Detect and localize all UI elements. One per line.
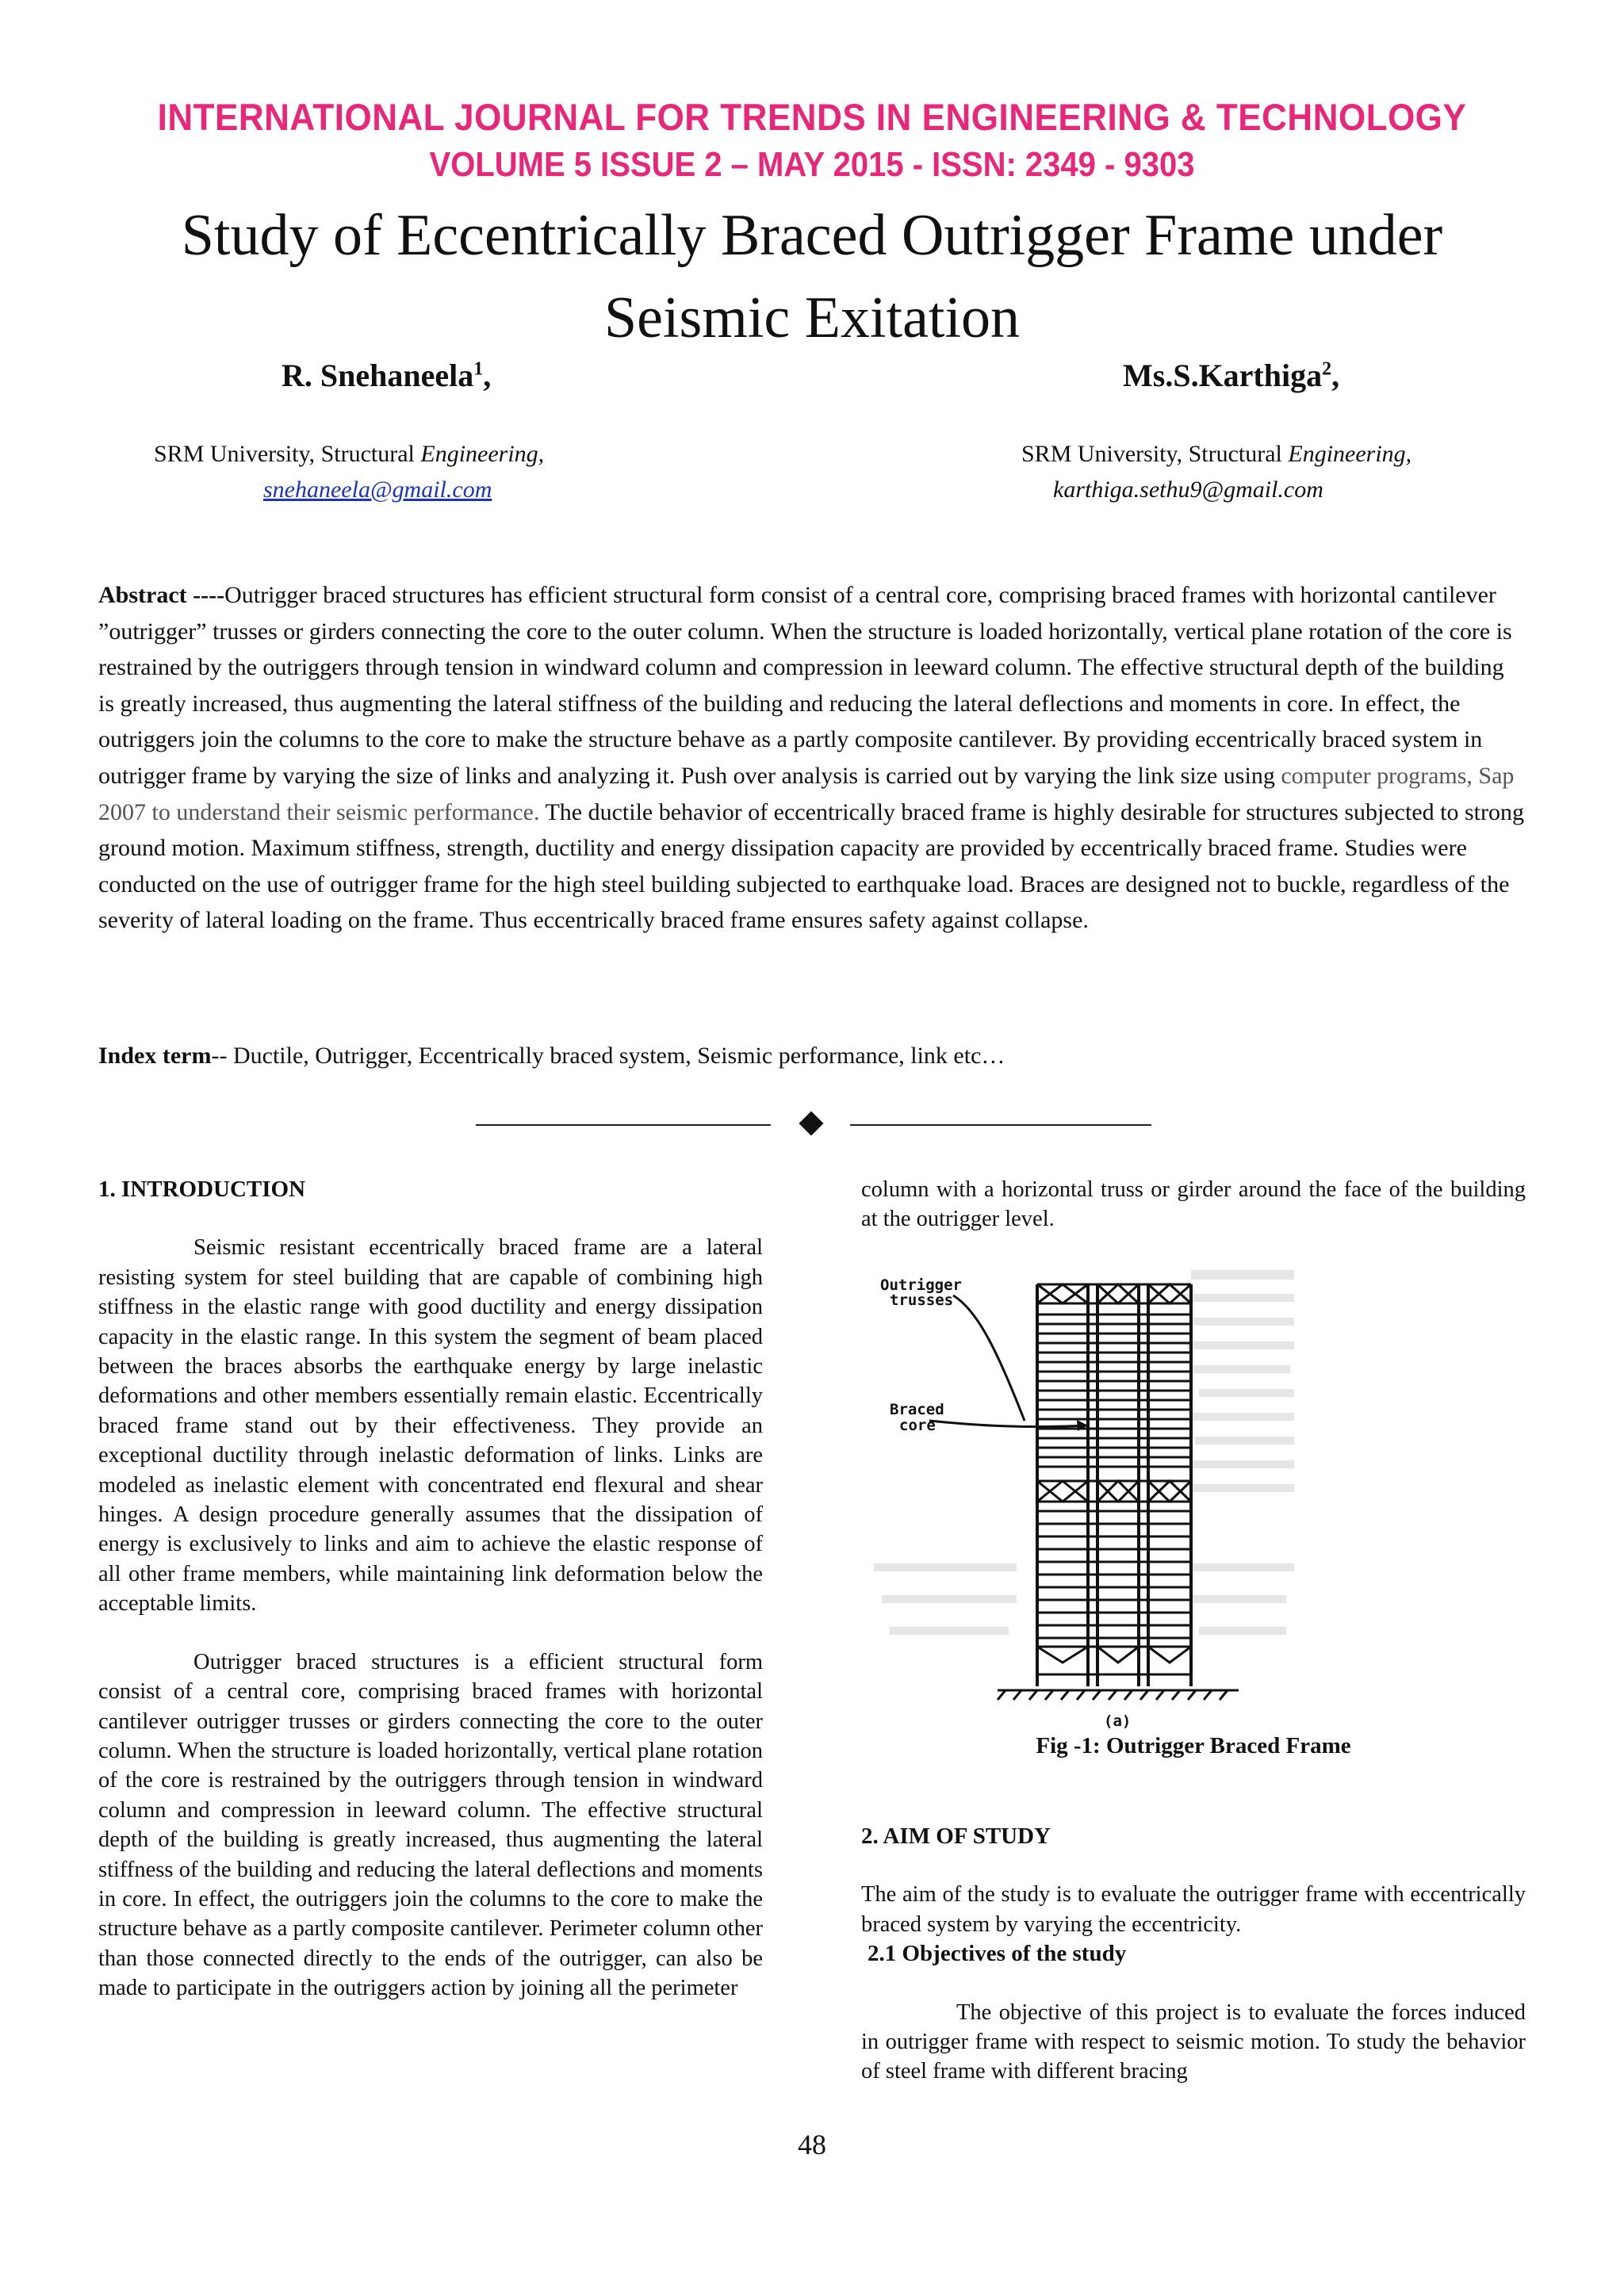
aim-section [861, 1822, 1526, 2087]
author-1-name: R. Snehaneela$^1$, [282, 358, 492, 393]
outrigger-truss-top [1037, 1284, 1191, 1303]
aim-text: The aim of the study is to evaluate the outrigger frame with eccentrically braced system by varying the eccentricity. [861, 1882, 1526, 1937]
objective-text: The objective of this project is to evaluate the forces induced in outrigger frame with respect to seismic motion. To study the behavior of steel frame with different bracing [861, 1999, 1526, 2084]
author-2-aff-italic: Engineering, [1288, 441, 1412, 467]
index-terms [98, 1039, 1526, 1073]
page-number: 48 [798, 2129, 826, 2160]
spacer [98, 1619, 763, 1647]
outrigger-truss-bottom [1037, 1647, 1191, 1663]
index-terms-text: -- Ductile, Outrigger, Eccentrically braced system, Seismic performance, link etc… [211, 1043, 1005, 1069]
label-trusses: trusses [890, 1292, 954, 1309]
figure-outrigger-braced-frame [858, 1262, 1305, 1730]
author-2-affiliation [1021, 441, 1411, 468]
author-1-affiliation [154, 441, 544, 468]
label-sub-a: (a) [1104, 1712, 1132, 1730]
label-core: core [899, 1417, 936, 1434]
abstract [98, 577, 1526, 939]
spacer [98, 1204, 763, 1233]
spacer [861, 1851, 1526, 1880]
abstract-text-1: Outrigger braced structures has efficient structural form consist of a central core, comprising braced frames with horizontal cantilever ”outrigger” trusses or girders connecting the core to the outer column. When the structure is loaded horizontally, vertical plane rotation of the core is restrained by the outriggers through tension in windward column and compression in leeward column. The effective structural depth of the building is greatly increased, thus augmenting the lateral stiffness of the building and reducing the lateral deflections and moments in core. In effect, the outriggers join the columns to the core to make the structure behave as a partly composite cantilever. By providing eccentrically braced system in outrigger frame by varying the size of links and analyzing it. Push over analysis is carried out by varying the link size using [98, 582, 1512, 789]
ground-hatching [998, 1690, 1239, 1700]
author-2-name: Ms.S.Karthiga$^2$, [1123, 358, 1340, 393]
intro-paragraph-2: Outrigger braced structures is a efficient structural form consist of a central core, comprising braced frames with horizontal cantilever outrigger trusses or girders connecting the core to the outer column. When the structure is loaded horizontally, vertical plane rotation of the core is restrained by the outriggers through tension in windward column and compression in leeward column. The effective structural depth of the building is greatly increased, thus augmenting the lateral stiffness of the building and reducing the lateral deflections and moments in core. In effect, the outriggers join the columns to the core to make the structure behave as a partly composite cantilever. Perimeter column other than those connected directly to the ends of the outrigger, can also be made to participate in the outriggers action by joining all the perimeter [98, 1649, 763, 2001]
title-line-2: Seismic Exitation [603, 285, 1021, 350]
intro-paragraph-1: Seismic resistant eccentrically braced frame are a lateral resisting system for steel building that are capable of combining high stiffness in the elastic range with good ductility and energy dissipation capacity in the elastic range. In this system the segment of beam placed between the braces absorbs the earthquake energy by large inelastic deformations and other members essentially remain elastic. Eccentrically braced frame stand out by their effectiveness. They provide an exceptional ductility through inelastic deformation of links. Links are modeled as inelastic element with concentrated end flexural and shear hinges. A design procedure generally assumes that the dissipation of energy is exclusively to links and aim to achieve the elastic response of all other frame members, while maintaining link deformation below the acceptable limits. [98, 1235, 763, 1617]
author-2-aff-text: SRM University, Structural [1021, 441, 1289, 467]
author-1-email[interactable] [263, 476, 492, 503]
author-2-email-text: karthiga.sethu9@gmail.com [1053, 476, 1323, 503]
abstract-label: Abstract ---- [98, 582, 225, 608]
frame-floors [1037, 1314, 1191, 1674]
objectives-heading: 2.1 Objectives of the study [868, 1941, 1127, 1967]
intro-paragraph-2-continued: column with a horizontal truss or girder around the face of the building at the outrigger level. [861, 1177, 1526, 1232]
left-column [98, 1175, 763, 2003]
abstract-text-2: The ductile behavior of eccentrically braced frame is highly desirable for structures subjected to strong ground motion. Maximum stiffness, strength, ductility and energy dissipation capacity are provided by eccentrically braced frame. Studies were conducted on the use of outrigger frame for the high steel building subjected to earthquake load. Braces are designed not to buckle, regardless of the severity of lateral loading on the frame. Thus eccentrically braced frame ensures safety against collapse. [98, 798, 1524, 934]
paper-title [0, 194, 1624, 359]
author-2-name-text: Ms.S.Karthiga [1123, 358, 1323, 393]
outrigger-frame-drawing [858, 1262, 1305, 1730]
journal-issue: VOLUME 5 ISSUE 2 – MAY 2015 - ISSN: 2349 - 9303 [429, 146, 1195, 184]
intro-heading: 1. INTRODUCTION [98, 1177, 306, 1202]
abstract-text-gray: computer programs, Sap 2007 to understand their seismic performance. [98, 762, 1515, 825]
author-1-aff-italic: Engineering, [420, 441, 545, 467]
author-2-sup: 2 [1322, 358, 1332, 380]
author-1-email-link[interactable]: snehaneela@gmail.com [263, 476, 492, 503]
journal-name: INTERNATIONAL JOURNAL FOR TRENDS IN ENGINEERING & TECHNOLOGY [157, 97, 1467, 139]
figure-caption: Fig -1: Outrigger Braced Frame [1036, 1733, 1351, 1758]
aim-heading: 2. AIM OF STUDY [861, 1823, 1051, 1849]
divider-right [850, 1124, 1151, 1126]
label-braced: Braced [890, 1401, 944, 1418]
label-outrigger: Outrigger [880, 1276, 962, 1294]
author-1-sup: 1 [473, 358, 484, 380]
divider-diamond-icon [799, 1111, 823, 1135]
author-1-name-text: R. Snehaneela [282, 358, 474, 393]
divider-left [476, 1124, 771, 1126]
index-terms-label: Index term [98, 1043, 212, 1069]
spacer [861, 1969, 1526, 1998]
outrigger-truss-mid [1037, 1481, 1191, 1502]
title-line-1: Study of Eccentrically Braced Outrigger Frame under [181, 203, 1443, 268]
author-1-aff-text: SRM University, Structural [154, 441, 421, 467]
author-2-email [1053, 476, 1323, 503]
